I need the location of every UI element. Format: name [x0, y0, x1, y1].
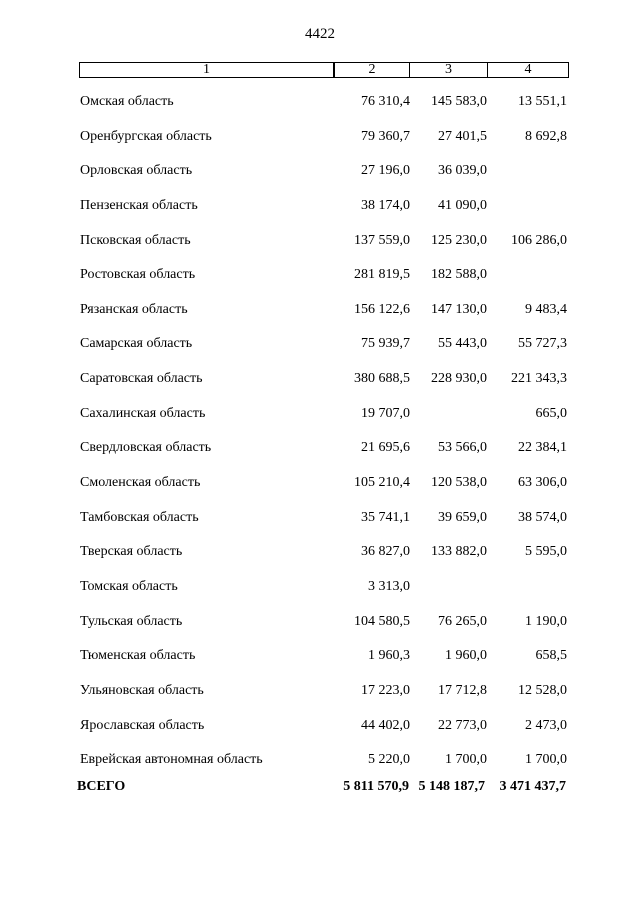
- col-2-value: 380 688,5: [354, 371, 410, 387]
- col-3-value: 133 882,0: [431, 544, 487, 560]
- table-row: [0, 608, 640, 643]
- total-label: ВСЕГО: [77, 779, 126, 794]
- col-4-value: 12 528,0: [518, 682, 567, 698]
- col-4-value: 5 595,0: [525, 544, 567, 560]
- column-header-2: 2: [335, 63, 410, 77]
- col-4-value: 658,5: [535, 648, 567, 664]
- col-2-value: 19 707,0: [361, 405, 410, 421]
- column-header-4: 4: [524, 62, 532, 77]
- region-name: Тульская область: [80, 613, 183, 629]
- col-2-value: 75 939,7: [361, 336, 410, 352]
- region-name: Саратовская область: [80, 371, 203, 387]
- col-2-value: 27 196,0: [361, 163, 410, 179]
- col-2-value: 1 960,3: [368, 648, 410, 664]
- col-4-value: 106 286,0: [511, 232, 567, 248]
- region-name: Ярославская область: [80, 717, 205, 733]
- table-row: [0, 192, 640, 227]
- table-row: [0, 227, 640, 262]
- region-name: Оренбургская область: [80, 128, 212, 144]
- table-row: [0, 88, 640, 123]
- col-3-value: 145 583,0: [431, 94, 487, 109]
- col-2-value: 156 122,6: [354, 301, 410, 317]
- region-name: Ульяновская область: [80, 682, 204, 698]
- col-2-value: 35 741,1: [361, 509, 410, 525]
- page-number: 4422: [305, 26, 335, 42]
- region-name: Еврейская автономная область: [80, 752, 263, 768]
- table-row: [0, 365, 640, 400]
- region-name: Орловская область: [80, 163, 193, 179]
- table-row: [0, 538, 640, 573]
- col-3-value: 1 960,0: [445, 648, 487, 664]
- col-2-value: 3 313,0: [368, 578, 410, 594]
- column-header-1: 1: [80, 63, 335, 77]
- column-header-row: [79, 62, 569, 78]
- region-name: Самарская область: [80, 336, 193, 352]
- col-2-value: 5 220,0: [368, 752, 410, 768]
- col-3-value: 125 230,0: [431, 232, 487, 248]
- col-3-value: 41 090,0: [438, 197, 487, 213]
- table-row: [0, 296, 640, 331]
- region-name: Тюменская область: [80, 648, 196, 664]
- col-4-value: 221 343,3: [511, 371, 567, 387]
- col-4-value: 38 574,0: [518, 509, 567, 525]
- region-name: Рязанская область: [80, 301, 188, 317]
- col-2-value: 17 223,0: [361, 682, 410, 698]
- table-row: [0, 400, 640, 435]
- table-row: [0, 261, 640, 296]
- col-3-value: 120 538,0: [431, 475, 487, 491]
- table-row: [0, 434, 640, 469]
- col-4-value: 9 483,4: [525, 301, 567, 317]
- col-4-value: 1 700,0: [525, 752, 567, 768]
- total-col-4: 3 471 437,7: [499, 779, 566, 794]
- region-name: Томская область: [80, 578, 178, 594]
- table-row: [0, 123, 640, 158]
- table-row: [0, 157, 640, 192]
- table-row: [0, 573, 640, 608]
- col-3-value: 55 443,0: [438, 336, 487, 352]
- col-2-value: 36 827,0: [361, 544, 410, 560]
- total-col-2: 5 811 570,9: [343, 779, 409, 794]
- region-name: Омская область: [80, 94, 174, 109]
- region-name: Смоленская область: [80, 475, 201, 491]
- col-4-value: 63 306,0: [518, 475, 567, 491]
- col-3-value: 182 588,0: [431, 267, 487, 283]
- region-name: Псковская область: [80, 232, 191, 248]
- col-2-value: 281 819,5: [354, 267, 410, 283]
- col-2-value: 105 210,4: [354, 475, 410, 491]
- region-name: Сахалинская область: [80, 405, 206, 421]
- table-row: [0, 642, 640, 677]
- col-4-value: 55 727,3: [518, 336, 567, 352]
- col-2-value: 76 310,4: [361, 94, 410, 109]
- table-row: [0, 712, 640, 747]
- region-name: Свердловская область: [80, 440, 212, 456]
- col-3-value: 1 700,0: [445, 752, 487, 768]
- col-4-value: 22 384,1: [518, 440, 567, 456]
- table-row: [0, 677, 640, 712]
- col-2-value: 104 580,5: [354, 613, 410, 629]
- region-name: Тверская область: [80, 544, 183, 560]
- region-name: Пензенская область: [80, 197, 198, 213]
- table-row: [0, 504, 640, 539]
- col-2-value: 44 402,0: [361, 717, 410, 733]
- col-3-value: 147 130,0: [431, 301, 487, 317]
- col-3-value: 22 773,0: [438, 717, 487, 733]
- col-2-value: 79 360,7: [361, 128, 410, 144]
- table-row: [0, 330, 640, 365]
- col-3-value: 39 659,0: [438, 509, 487, 525]
- col-3-value: 53 566,0: [438, 440, 487, 456]
- col-3-value: 17 712,8: [438, 682, 487, 698]
- col-4-value: 13 551,1: [518, 94, 567, 109]
- total-row: [0, 779, 640, 799]
- col-4-value: 2 473,0: [525, 717, 567, 733]
- col-2-value: 137 559,0: [354, 232, 410, 248]
- col-4-value: 8 692,8: [525, 128, 567, 144]
- col-3-value: 76 265,0: [438, 613, 487, 629]
- col-3-value: 228 930,0: [431, 371, 487, 387]
- total-col-3: 5 148 187,7: [418, 779, 485, 794]
- col-4-value: 1 190,0: [525, 613, 567, 629]
- region-name: Тамбовская область: [80, 509, 199, 525]
- table-row: [0, 746, 640, 781]
- table-body: [0, 88, 640, 781]
- col-4-value: 665,0: [535, 405, 567, 421]
- col-3-value: 27 401,5: [438, 128, 487, 144]
- col-2-value: 38 174,0: [361, 197, 410, 213]
- region-name: Ростовская область: [80, 267, 196, 283]
- col-2-value: 21 695,6: [361, 440, 410, 456]
- col-3-value: 36 039,0: [438, 163, 487, 179]
- column-header-3: 3: [410, 63, 488, 77]
- table-row: [0, 469, 640, 504]
